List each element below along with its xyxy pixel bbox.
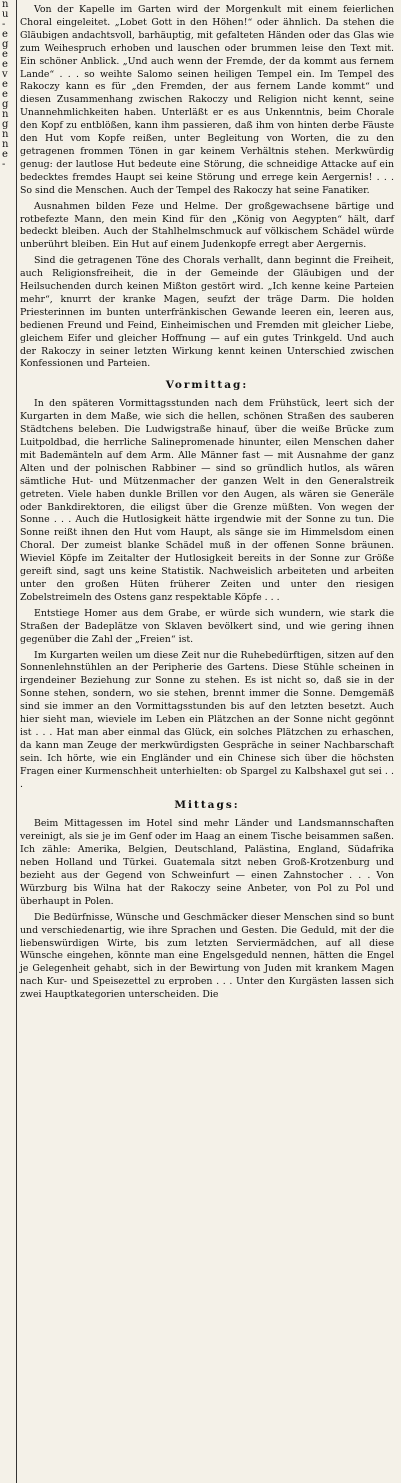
margin-fragment: g: [2, 99, 9, 110]
margin-fragment: -: [2, 19, 6, 30]
article-section-noon: [20, 818, 394, 1002]
article-paragraph: Beim Mittagessen im Hotel sind mehr Länder und Landsmannschaften vereinigt, als sie je im Genf oder im Haag an einem Tische beisammen saßen. Ich zähle: Amerika, Belgien, Deutschland, Palästina, England, Südafrika neben Holland und Türkei. Guatemala sitzt neben Groß-Krotzenburg und bezieht aus der Gegend von Schweinfurt — einen Zahnstocher . . . Von Würzburg bis Wilna hat der Rakoczy seine Anbeter, von Pol zu Pol und überhaupt in Polen.: [20, 818, 394, 907]
margin-fragment: u: [2, 9, 9, 20]
margin-fragment: n: [2, 109, 9, 120]
margin-fragment: e: [2, 79, 8, 90]
margin-fragment: g: [2, 119, 9, 130]
article-paragraph: Die Bedürfnisse, Wünsche und Geschmäcker dieser Menschen sind so bunt und verschiedenartig, wie ihre Sprachen und Gesten. Die Geduld, mit der die liebenswürdigen Wirte, bis zum letzten Serviermädchen, auf all diese Wünsche eingehen, könnte man eine Engelsgeduld nennen, hätten die Engel je Gelegenheit gehabt, sich in der Bewirtung von Juden mit krankem Magen nach Kur- und Speisezettel zu erproben . . . Unter den Kurgästen lassen sich zwei Hauptkategorien unterscheiden. Die: [20, 911, 394, 1001]
margin-fragment: e: [2, 89, 8, 100]
article-paragraph: Entstiege Homer aus dem Grabe, er würde sich wundern, wie stark die Straßen der Badeplätze von Sklaven bevölkert sind, und wie gering ihnen gegenüber die Zahl der „Freien“ ist.: [20, 607, 394, 645]
margin-fragment: -: [2, 159, 6, 170]
article-paragraph: In den späteren Vormittagsstunden nach dem Frühstück, leert sich der Kurgarten in dem Maße, wie sich die hellen, schönen Straßen des sauberen Städtchens beleben. Die Ludwigstraße hinauf, über die weiße Brücke zum Luitpoldbad, die herrliche Salinepromenade hinunter, eilen Menschen daher mit Bademänteln auf dem Arm. Alle Männer fast — mit Ausnahme der ganz Alten und der polnischen Rabbiner — sind so gründlich hutlos, als wären sämtliche Hut- und Mützenmacher der ganzen Welt in den Generalstreik getreten. Viele haben dunkle Brillen vor den Augen, als wären sie Generäle oder Bankdirektoren, die eiligst über die Grenze müßten. Von wegen der Sonne . . . Auch die Hutlosigkeit hätte irgendwie mit der Sonne zu tun. Die Sonne reißt ihnen den Hut vom Haupt, als sänge sie im Himmelsdom einen Choral. Der zumeist blanke Schädel muß in der offenen Sonne bräunen. Wieviel Köpfe im Zeitalter der Hutlosigkeit bereits in der Sonne zur Größe gereift sind, sagt uns keine Statistik. Nachweislich arbeiteten und arbeiten unter den großen Hüten früherer Zeiten und unter den riesigen Zobelstreimeln des Ostens ganz respektable Köpfe . . .: [20, 398, 394, 603]
article-paragraph: Sind die getragenen Töne des Chorals verhallt, dann beginnt die Freiheit, auch Religionsfreiheit, die in der Gemeinde der Gläubigen und der Heilsuchenden durch keinen Mißton gestört wird. „Ich kenne keine Parteien mehr“, knurrt der kranke Magen, seufzt der träge Darm. Die holden Priesterinnen im bunten unterfränkischen Gewande leeren ein, leeren aus, bedienen Freund und Feind, Einheimischen und Fremden mit gleicher Liebe, gleichem Eifer und gleicher Hoffnung — auf ein gutes Trinkgeld. Und auch der Rakoczy in seiner letzten Wirkung kennt keinen Unterschied zwischen Konfessionen und Parteien.: [20, 255, 394, 370]
article-paragraph: Von der Kapelle im Garten wird der Morgenkult mit einem feierlichen Choral eingeleitet. „Lobet Gott in den Höhen!“ oder ähnlich. Da stehen die Gläubigen andachtsvoll, barhäuptig, mit gefalteten Händen oder das Glas wie zum Weihespruch erhoben und lauschen oder brummen leise den Text mit. Ein schöner Anblick. „Und auch wenn der Fremde, der da kommt aus fernem Lande“ . . . so weihte Salomo seinen heiligen Tempel ein. Im Tempel des Rakoczy kann es für „den Fremden, der aus fernem Lande kommt“ und diesen Zusammenhang zwischen Rakoczy und Religion nicht kennt, seine Unannehmlichkeiten haben. Unterläßt er es aus Unkenntnis, beim Chorale den Kopf zu entblößen, kann ihm passieren, daß ihm von hinten derbe Fäuste den Hut vom Kopfe reißen, unter Begleitung von Worten, die zu den getragenen frommen Tönen in gar keinem Verhältnis stehen. Merkwürdig genug: der lautlose Hut bedeute eine Störung, die schneidige Attacke auf ein bedecktes fremdes Haupt sei keine Störung und errege kein Aergernis! . . . So sind die Menschen. Auch der Tempel des Rakoczy hat seine Fanatiker.: [20, 4, 394, 196]
margin-fragment: e: [2, 149, 8, 160]
section-heading-vormittag: Vormittag:: [165, 379, 249, 392]
article-column: [20, 4, 394, 1005]
margin-fragment: e: [2, 59, 8, 70]
article-section-morning: [20, 4, 394, 371]
margin-fragment: e: [2, 49, 8, 60]
article-paragraph: Ausnahmen bilden Feze und Helme. Der großgewachsene bärtige und rotbefezte Mann, den mein Kind für den „König von Aegypten“ hält, darf bedeckt bleiben. Auch der Stahlhelmschmuck auf völkischem Schädel würde unberührt bleiben. Ein Hut auf einem Judenkopfe erregt aber Aergernis.: [20, 200, 394, 251]
margin-fragment: n: [2, 0, 9, 10]
margin-fragment: v: [2, 69, 8, 80]
margin-fragment: n: [2, 129, 9, 140]
section-heading-mittags: Mittags:: [174, 799, 240, 812]
margin-fragment: g: [2, 39, 9, 50]
column-rule: [16, 0, 17, 1483]
adjacent-column-fragment: [0, 0, 16, 1483]
margin-fragment: e: [2, 29, 8, 40]
article-paragraph: Im Kurgarten weilen um diese Zeit nur die Ruhebedürftigen, sitzen auf den Sonnenlehnstühlen an der Peripherie des Gartens. Diese Stühle scheinen in irgendeiner Beziehung zur Sonne zu stehen. Es ist nicht so, daß sie in der Sonne stehen, sondern, wo sie stehen, brennt immer die Sonne. Demgemäß sind sie immer an den Vormittagsstunden bis auf den letzten besetzt. Auch hier sieht man, wieviele im Leben ein Plätzchen an der Sonne nicht gegönnt ist . . . Hat man aber einmal das Glück, ein solches Plätzchen zu erhaschen, da kann man Zeuge der merkwürdigsten Gespräche in seiner Nachbarschaft sein. Ich hörte, wie ein Engländer und ein Chinese sich über die höchsten Fragen einer Kurmenschheit unterhielten: ob Spargel zu Kalbshaxel gut sei . . .: [20, 649, 394, 790]
margin-fragment: n: [2, 139, 9, 150]
article-section-forenoon: [20, 398, 394, 791]
